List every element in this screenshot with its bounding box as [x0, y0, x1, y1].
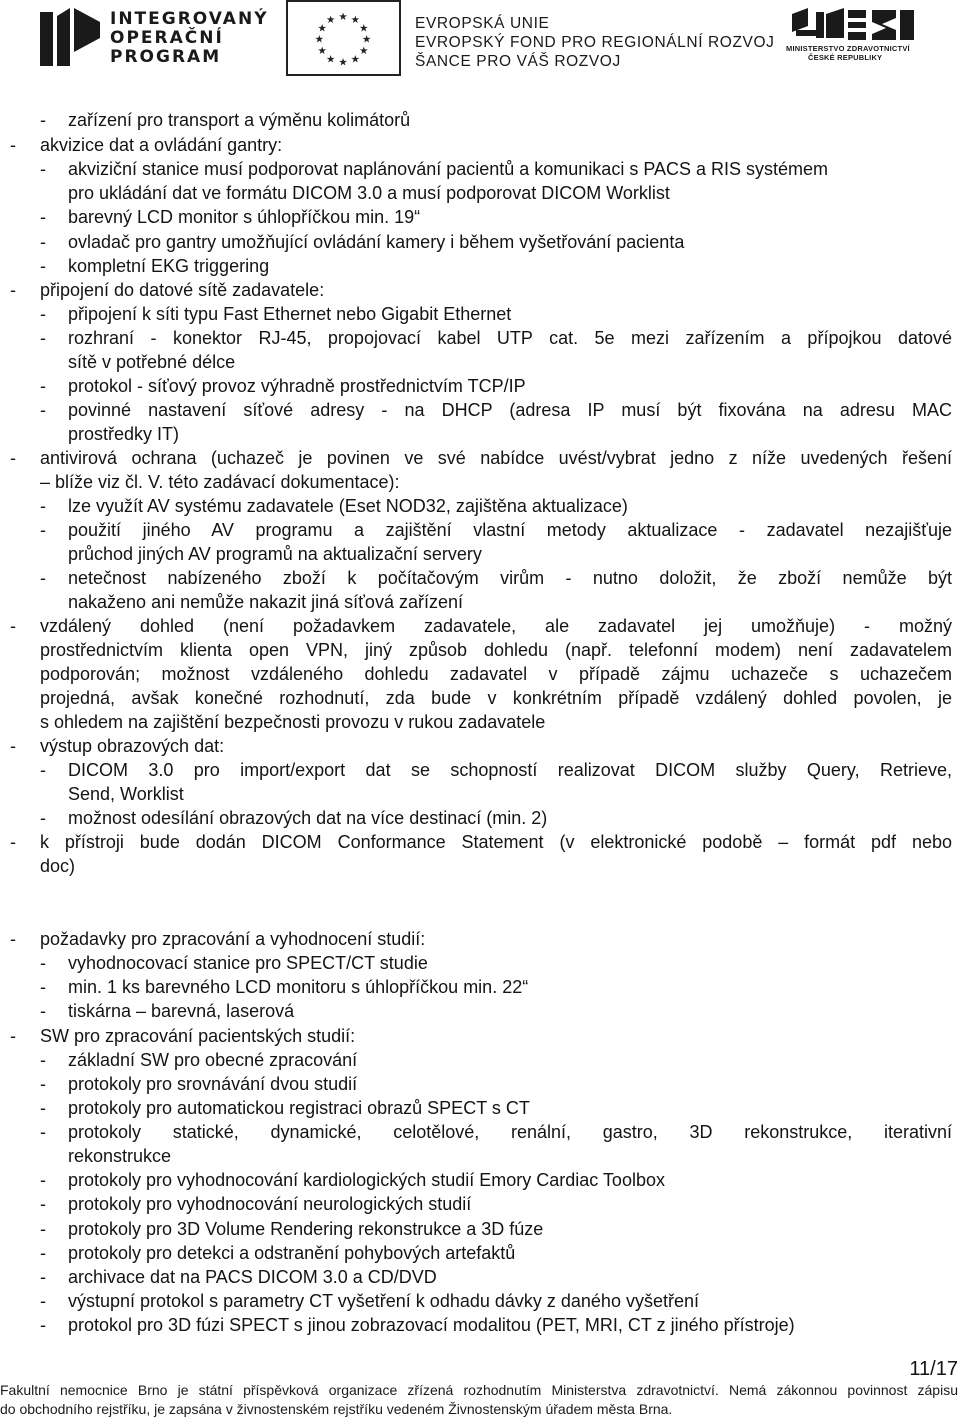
- text-line: možnost odesílání obrazových dat na více destinací (min. 2): [68, 808, 548, 828]
- list-dash: -: [40, 977, 46, 997]
- text-line: pro ukládání dat ve formátu DICOM 3.0 a musí podporovat DICOM Worklist: [68, 183, 670, 203]
- ministry-logo-text: MINISTERSTVO ZDRAVOTNICTVÍ ČESKÉ REPUBLIKY: [786, 44, 910, 62]
- list-dash: -: [40, 232, 46, 252]
- list-dash: -: [10, 448, 16, 468]
- iop-logo-text: INTEGROVANÝ OPERAČNÍ PROGRAM: [110, 9, 269, 67]
- text-line: podporován; možnost vzdáleného dohledu zadavatel v případě zájmu uchazeče s uchazečem: [40, 664, 952, 684]
- text-line: protokoly pro srovnávání dvou studií: [68, 1074, 358, 1094]
- list-dash: -: [40, 1050, 46, 1070]
- text-line: projedná, avšak konečné rozhodnutí, zda bude v konkrétním případě vzdálený dohled povolen, je: [40, 688, 952, 708]
- list-dash: -: [40, 1098, 46, 1118]
- svg-text:★: ★: [338, 56, 348, 69]
- list-dash: -: [10, 929, 16, 949]
- text-line: ovladač pro gantry umožňující ovládání kamery i během vyšetřování pacienta: [68, 232, 685, 252]
- list-dash: -: [40, 520, 46, 540]
- svg-text:★: ★: [362, 33, 372, 46]
- text-line: DICOM 3.0 pro import/export dat se schopností realizovat DICOM služby Query, Retrieve,: [68, 760, 952, 780]
- list-dash: -: [40, 1074, 46, 1094]
- text-line: archivace dat na PACS DICOM 3.0 a CD/DVD: [68, 1267, 437, 1287]
- text-line: připojení do datové sítě zadavatele:: [40, 280, 325, 300]
- page-footer: [0, 1381, 960, 1419]
- list-dash: -: [40, 376, 46, 396]
- text-line: základní SW pro obecné zpracování: [68, 1050, 358, 1070]
- text-line: barevný LCD monitor s úhlopříčkou min. 19“: [68, 207, 421, 227]
- svg-text:★: ★: [359, 45, 369, 58]
- list-dash: -: [40, 1170, 46, 1190]
- list-dash: -: [40, 1267, 46, 1287]
- text-line: akvizice dat a ovládání gantry:: [40, 135, 283, 155]
- text-line: rekonstrukce: [68, 1146, 172, 1166]
- text-line: protokoly pro vyhodnocování kardiologických studií Emory Cardiac Toolbox: [68, 1170, 665, 1190]
- list-dash: -: [40, 1291, 46, 1311]
- text-line: s ohledem na zajištění bezpečnosti provozu v rukou zadavatele: [40, 712, 546, 732]
- text-line: zařízení pro transport a výměnu kolimátorů: [68, 110, 411, 130]
- list-dash: -: [40, 1194, 46, 1214]
- svg-text:★: ★: [350, 13, 361, 26]
- list-dash: -: [40, 1219, 46, 1239]
- list-dash: -: [40, 760, 46, 780]
- list-dash: -: [10, 280, 16, 300]
- text-line: vzdálený dohled (není požadavkem zadavatele, ale zadavatel jej umožňuje) - možný: [40, 616, 952, 636]
- list-dash: -: [10, 616, 16, 636]
- text-line: doc): [40, 856, 76, 876]
- list-dash: -: [40, 304, 46, 324]
- list-dash: -: [40, 207, 46, 227]
- list-dash: -: [40, 1315, 46, 1335]
- list-dash: -: [10, 736, 16, 756]
- text-line: připojení k síti typu Fast Ethernet nebo Gigabit Ethernet: [68, 304, 512, 324]
- list-dash: -: [40, 568, 46, 588]
- text-line: – blíže viz čl. V. této zadávací dokumentace):: [40, 472, 400, 492]
- text-line: protokoly pro vyhodnocování neurologických studií: [68, 1194, 472, 1214]
- list-dash: -: [40, 1243, 46, 1263]
- list-dash: -: [40, 953, 46, 973]
- text-line: sítě v potřebné délce: [68, 352, 236, 372]
- svg-text:★: ★: [350, 53, 361, 66]
- list-dash: -: [40, 256, 46, 276]
- list-dash: -: [40, 328, 46, 348]
- text-line: prostřednictvím klienta open VPN, jiný způsob dohledu (např. telefonní modem) není zadavatelem: [40, 640, 952, 660]
- text-line: min. 1 ks barevného LCD monitoru s úhlopříčkou min. 22“: [68, 977, 529, 997]
- svg-text:★: ★: [317, 22, 327, 35]
- footer-line: Fakultní nemocnice Brno je státní příspěvková organizace zřízená rozhodnutím Ministerstva zdravotnictví. Nemá zákonnou povinnost zápisu: [0, 1382, 958, 1398]
- list-dash: -: [40, 808, 46, 828]
- footer-line: do obchodního rejstříku, je zapsána v živnostenském rejstříku vedeném Živnostenským úřadem města Brna.: [0, 1401, 673, 1417]
- text-line: rozhraní - konektor RJ-45, propojovací kabel UTP cat. 5e mezi zařízením a přípojkou datové: [68, 328, 952, 348]
- text-line: nakaženo ani nemůže nakazit jiná síťová zařízení: [68, 592, 463, 612]
- page-number: 11/17: [909, 1358, 958, 1380]
- text-line: akviziční stanice musí podporovat naplánování pacientů a komunikaci s PACS a RIS systémem: [68, 159, 829, 179]
- text-line: kompletní EKG triggering: [68, 256, 270, 276]
- list-dash: -: [40, 1001, 46, 1021]
- text-line: k přístroji bude dodán DICOM Conformance Statement (v elektronické podobě – formát pdf nebo: [40, 832, 952, 852]
- text-line: povinné nastavení síťové adresy - na DHCP (adresa IP musí být fixována na adresu MAC: [68, 400, 952, 420]
- eu-logo-text: EVROPSKÁ UNIE EVROPSKÝ FOND PRO REGIONÁLNÍ ROZVOJ ŠANCE PRO VÁŠ ROZVOJ: [415, 15, 775, 70]
- list-dash: -: [10, 832, 16, 852]
- text-line: antivirová ochrana (uchazeč je povinen ve své nabídce uvést/vybrat jedno z níže uvedených řešení: [40, 448, 952, 468]
- text-line: protokoly pro detekci a odstranění pohybových artefaktů: [68, 1243, 516, 1263]
- svg-text:★: ★: [326, 13, 336, 26]
- list-dash: -: [40, 159, 46, 179]
- list-dash: -: [40, 1122, 46, 1142]
- svg-text:★: ★: [317, 45, 327, 58]
- text-line: lze využít AV systému zadavatele (Eset NOD32, zajištěna aktualizace): [68, 496, 628, 516]
- list-dash: -: [10, 1026, 16, 1046]
- svg-text:★: ★: [359, 22, 369, 35]
- list-dash: -: [40, 496, 46, 516]
- text-line: protokoly pro automatickou registraci obrazů SPECT s CT: [68, 1098, 530, 1118]
- text-line: tiskárna – barevná, laserová: [68, 1001, 295, 1021]
- text-line: protokol - síťový provoz výhradně prostřednictvím TCP/IP: [68, 376, 526, 396]
- list-dash: -: [40, 110, 46, 130]
- text-line: protokol pro 3D fúzi SPECT s jinou zobrazovací modalitou (PET, MRI, CT z jiného přístroje): [68, 1315, 795, 1335]
- text-line: SW pro zpracování pacientských studií:: [40, 1026, 356, 1046]
- text-line: požadavky pro zpracování a vyhodnocení studií:: [40, 929, 426, 949]
- svg-text:★: ★: [314, 33, 325, 46]
- text-line: prostředky IT): [68, 424, 180, 444]
- text-line: netečnost nabízeného zboží k počítačovým virům - nutno doložit, že zboží nemůže být: [68, 568, 952, 588]
- list-dash: -: [40, 400, 46, 420]
- text-line: protokoly pro 3D Volume Rendering rekonstrukce a 3D fúze: [68, 1219, 544, 1239]
- list-dash: -: [10, 135, 16, 155]
- text-line: výstup obrazových dat:: [40, 736, 225, 756]
- text-line: vyhodnocovací stanice pro SPECT/CT studie: [68, 953, 428, 973]
- text-line: Send, Worklist: [68, 784, 184, 804]
- text-line: výstupní protokol s parametry CT vyšetření k odhadu dávky z daného vyšetření: [68, 1291, 699, 1311]
- text-line: protokoly statické, dynamické, celotělové, renální, gastro, 3D rekonstrukce, iterativní: [68, 1122, 952, 1142]
- svg-text:★: ★: [338, 11, 348, 24]
- text-line: průchod jiných AV programů na aktualizační servery: [68, 544, 482, 564]
- svg-text:★: ★: [326, 53, 336, 66]
- text-line: použití jiného AV programu a zajištění vlastní metody aktualizace - zadavatel nezajišťuje: [68, 520, 952, 540]
